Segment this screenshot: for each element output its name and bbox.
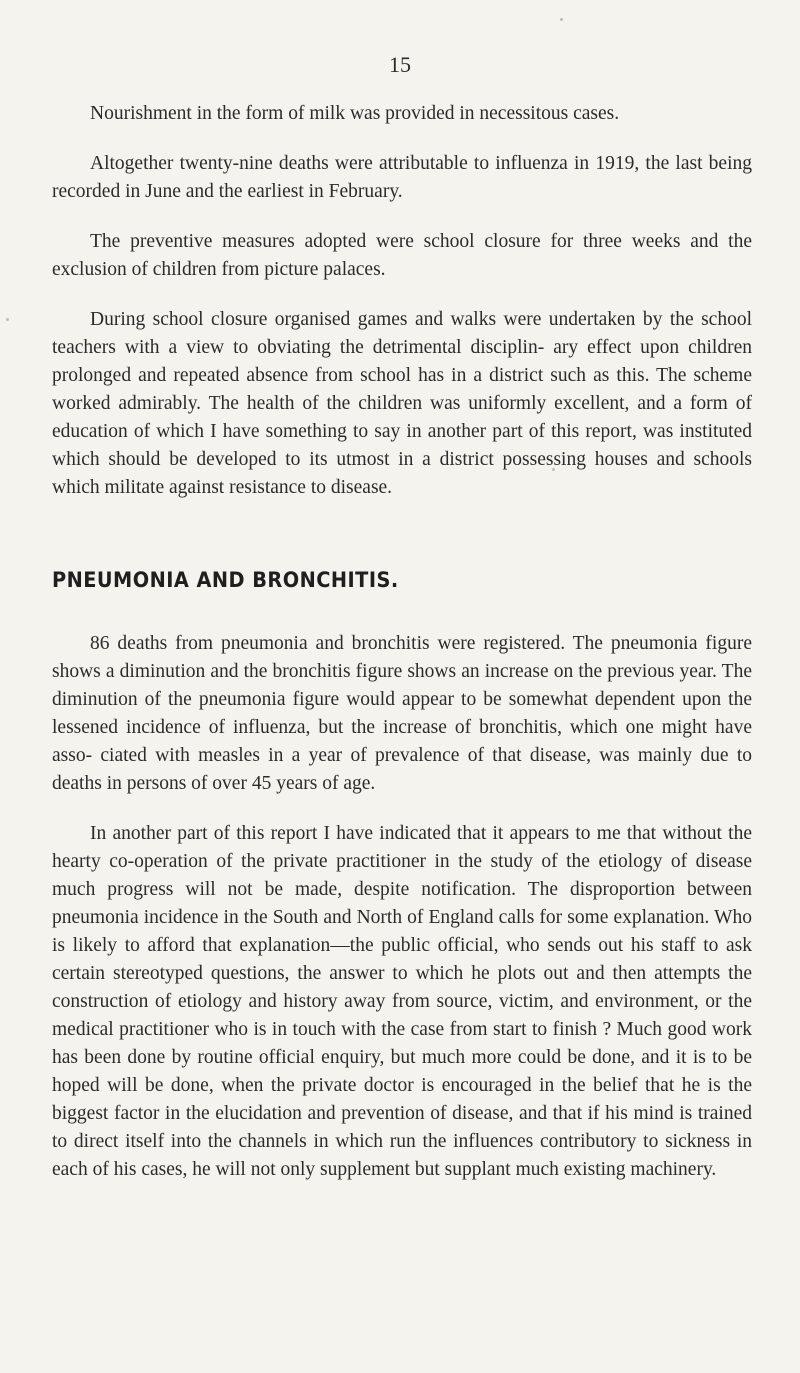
paragraph-pneumonia-deaths: 86 deaths from pneumonia and bronchitis were registered. The pneumonia figure shows a diminution and the bronchitis figure shows an increase on the previous year. The diminution of the pneumonia figure would appear to be somewhat dependent upon the lessened incidence of influenza, but the increase of bronchitis, which one might have asso- ciated with measles in a year of prevalence of that disease, was mainly due to deaths in persons of over 45 years of age.	[52, 633, 752, 794]
paragraph-school-closure: During school closure organised games and walks were undertaken by the school teachers with a view to obviating the detrimental disciplin- ary effect upon children prolonged and repeated absence from school has in a district such as this. The scheme worked admirably. The health of the children was uniformly excellent, and a form of education of which I have something to say in another part of this report, was instituted which should be developed to its utmost in a district possessing houses and schools which militate against resistance to disease.	[52, 309, 752, 498]
paragraph-nourishment: Nourishment in the form of milk was provided in necessitous cases.	[90, 103, 620, 124]
paragraph-influenza-deaths: Altogether twenty-nine deaths were attributable to influenza in 1919, the last being recorded in June and the earliest in February.	[52, 153, 752, 202]
paragraph-preventive-measures: The preventive measures adopted were school closure for three weeks and the exclusion of children from picture palaces.	[52, 231, 752, 280]
scan-speck	[6, 318, 9, 321]
scan-speck	[560, 18, 563, 21]
document-body	[52, 100, 752, 1206]
page-number: 15	[389, 52, 411, 77]
paragraph-private-practitioner: In another part of this report I have indicated that it appears to me that without the hearty co-operation of the private practitioner in the study of the etiology of disease much progress will not be made, despite notification. The disproportion between pneumonia incidence in the South and North of England calls for some explanation. Who is likely to afford that explanation—the public official, who sends out his staff to ask certain stereotyped questions, the answer to which he plots out and then attempts the construction of etiology and history away from source, victim, and environment, or the medical practitioner who is in touch with the case from start to finish ? Much good work has been done by routine official enquiry, but much more could be done, and it is to be hoped will be done, when the private doctor is encouraged in the belief that he is the biggest factor in the elucidation and prevention of disease, and that if his mind is trained to direct itself into the channels in which run the influences contributory to sickness in each of his cases, he will not only supplement but supplant much existing machinery.	[52, 823, 752, 1180]
section-heading: PNEUMONIA AND BRONCHITIS.	[52, 568, 399, 592]
